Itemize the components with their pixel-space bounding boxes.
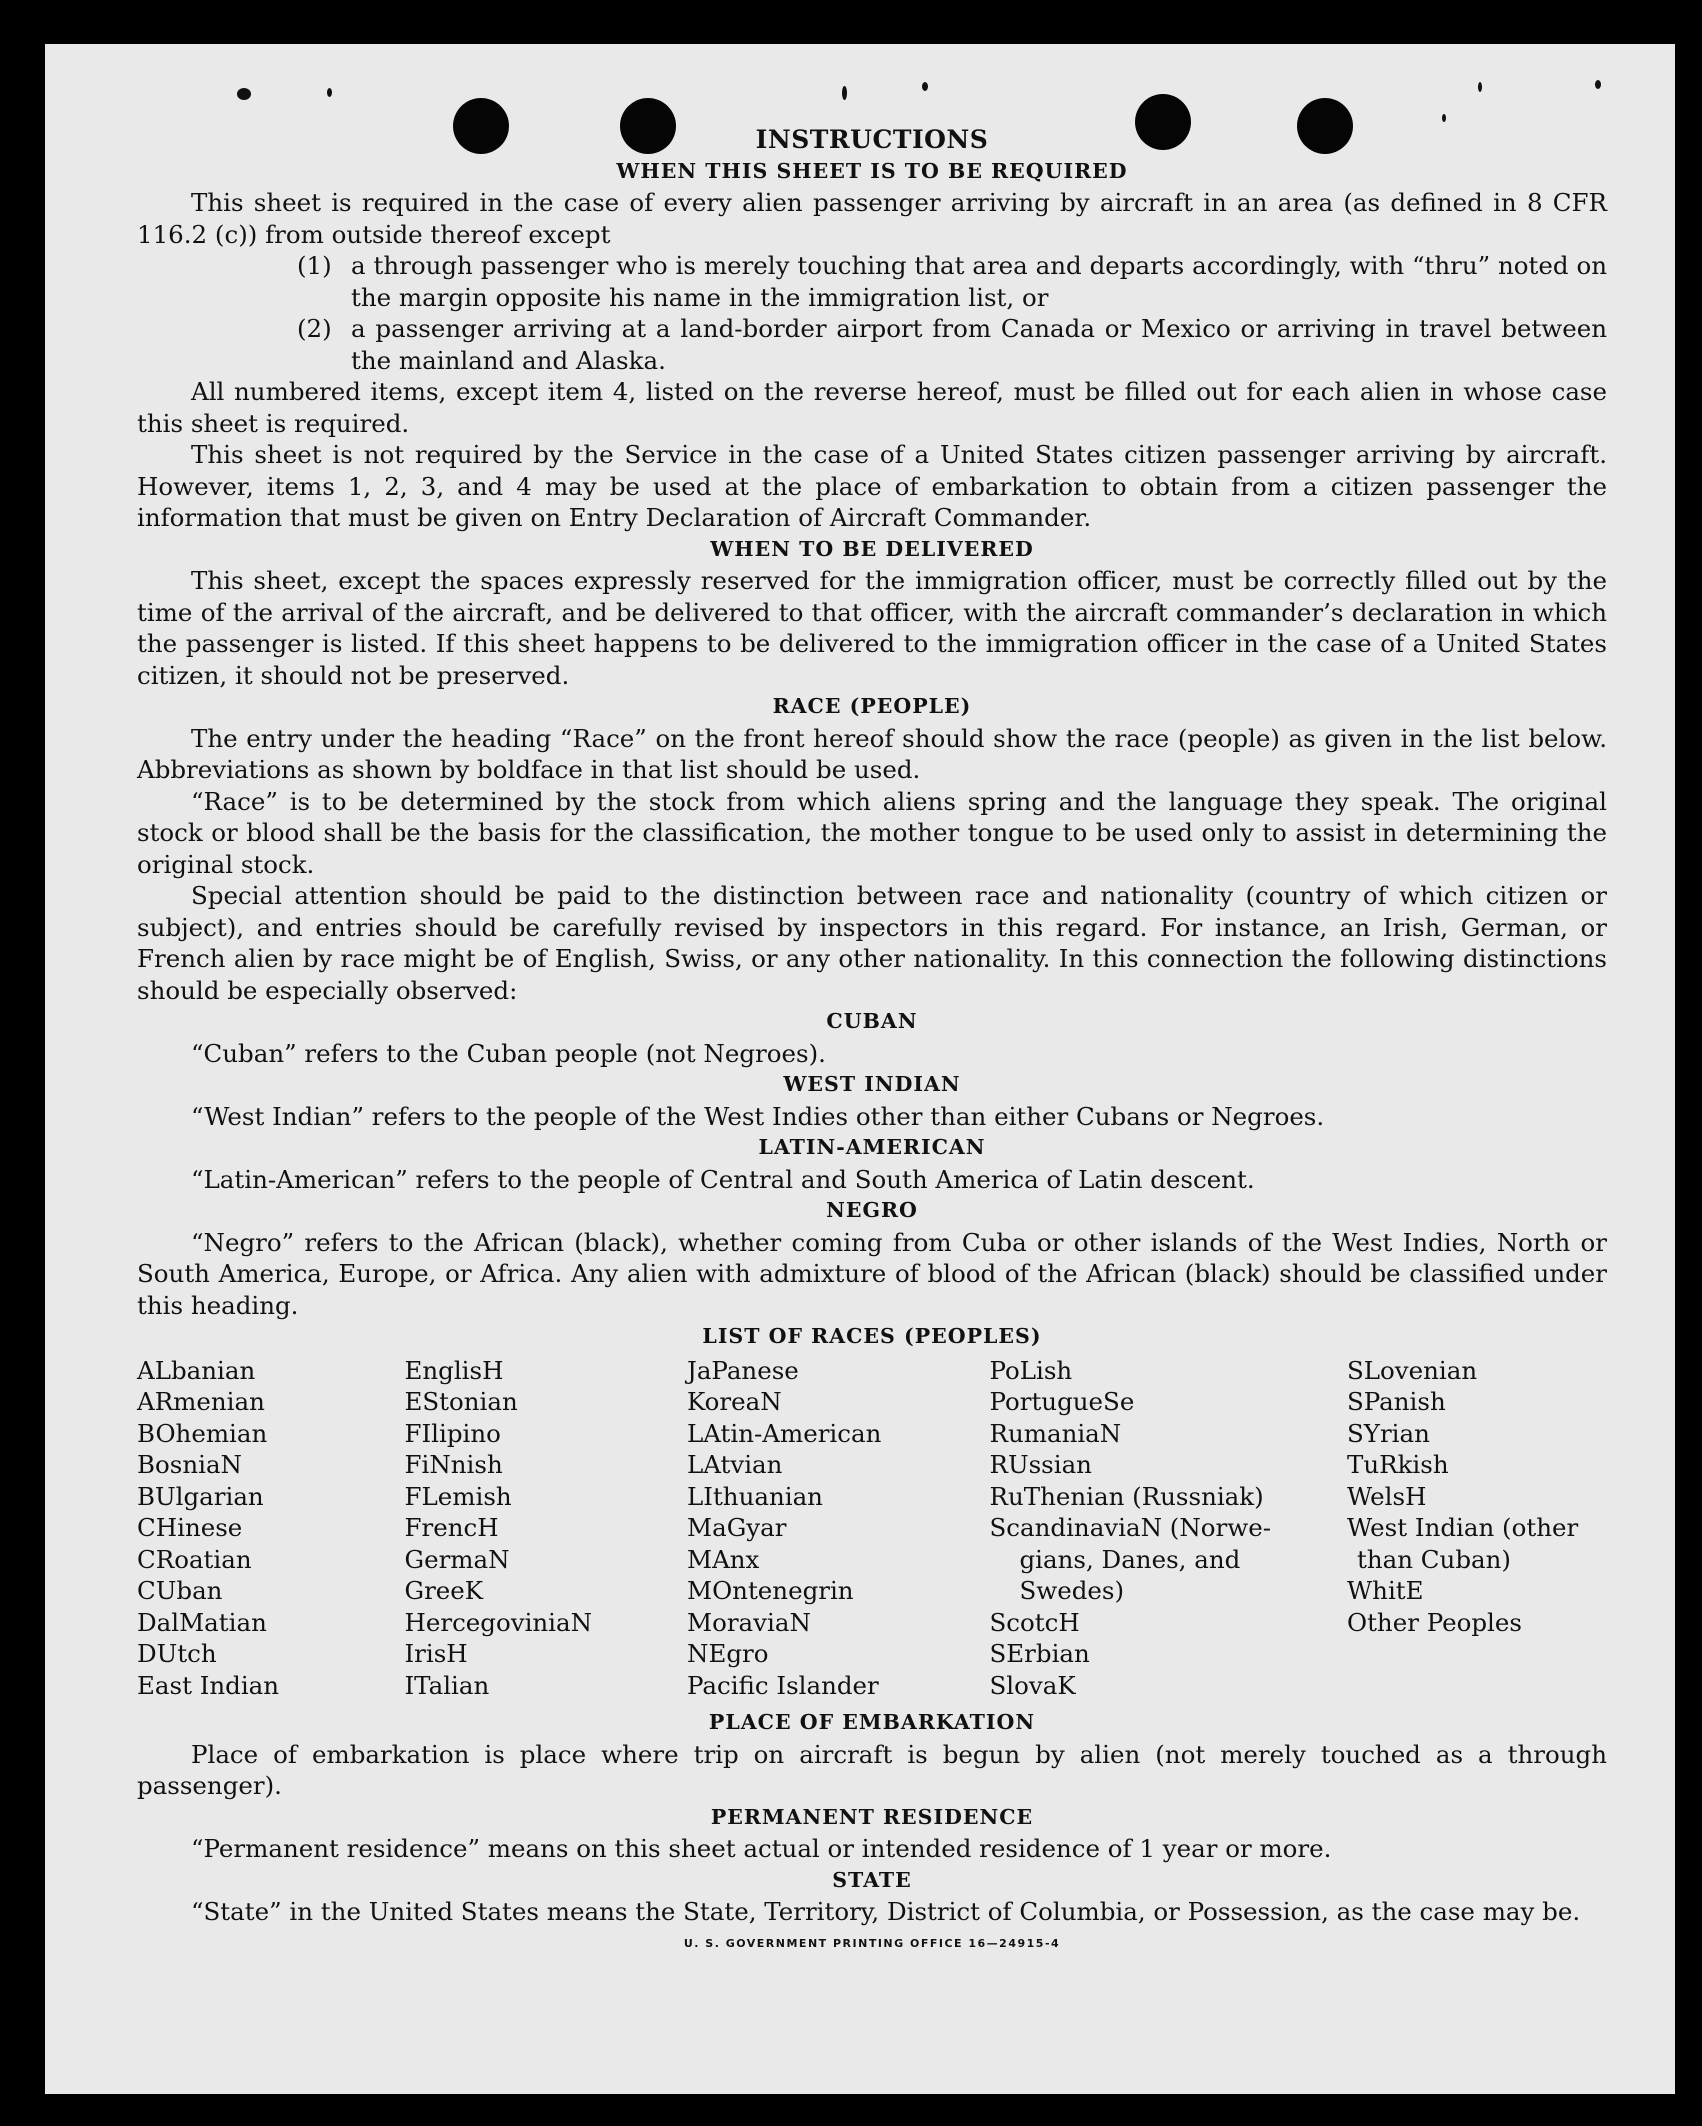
race-entry: ARmenian bbox=[137, 1387, 265, 1416]
section-heading: WHEN THIS SHEET IS TO BE REQUIRED bbox=[616, 158, 1128, 183]
paragraph: This sheet is not required by the Service in the case of a United States citizen passenger arriving by aircraft. However, items 1, 2, 3, and 4 may be used at the place of embarkation to obtain from a citizen passenger the information that must be given on Entry Declaration of Aircraft Commander. bbox=[137, 440, 1607, 532]
section-heading: WHEN TO BE DELIVERED bbox=[710, 536, 1034, 561]
race-entry: EStonian bbox=[404, 1387, 518, 1416]
race-entry: LIthuanian bbox=[687, 1481, 823, 1511]
paragraph: Place of embarkation is place where trip on aircraft is begun by alien (not merely touched as a through passenger). bbox=[137, 1739, 1607, 1800]
race-entry: GermaN bbox=[404, 1544, 510, 1574]
race-entry: BOhemian bbox=[137, 1418, 268, 1448]
race-entry: MAnx bbox=[687, 1544, 760, 1574]
paragraph: All numbered items, except item 4, listed on the reverse hereof, must be filled out for each alien in whose case this sheet is required. bbox=[137, 377, 1607, 438]
race-entry: SErbian bbox=[989, 1639, 1090, 1668]
races-column bbox=[137, 1355, 387, 1702]
race-entry: IrisH bbox=[404, 1639, 468, 1668]
races-column bbox=[405, 1355, 670, 1702]
section-heading: LIST OF RACES (PEOPLES) bbox=[702, 1324, 1042, 1348]
speck bbox=[842, 86, 847, 100]
item-text: a through passenger who is merely touching that area and departs accordingly, with “thru” noted on the margin opposite his name in the immigration list, or bbox=[351, 251, 1607, 312]
speck bbox=[922, 82, 928, 91]
item-text: a passenger arriving at a land-border airport from Canada or Mexico or arriving in travel between the mainland and Alaska. bbox=[351, 314, 1607, 375]
race-entry: Pacific Islander bbox=[687, 1670, 879, 1700]
race-entry: MaGyar bbox=[687, 1513, 787, 1542]
exception-item bbox=[297, 250, 1607, 313]
race-entry: ScandinaviaN (Norwe- bbox=[989, 1513, 1272, 1542]
race-entry: TuRkish bbox=[1347, 1450, 1449, 1479]
race-entry: MoraviaN bbox=[687, 1607, 811, 1637]
race-entry: FIlipino bbox=[404, 1418, 501, 1448]
race-entry: PortugueSe bbox=[989, 1387, 1135, 1416]
race-entry: LAtvian bbox=[687, 1450, 783, 1479]
race-entry: Other Peoples bbox=[1347, 1607, 1522, 1637]
race-entry: than Cuban) bbox=[1357, 1544, 1511, 1574]
races-list bbox=[137, 1355, 1607, 1702]
race-entry: BUlgarian bbox=[137, 1481, 264, 1511]
race-entry: ITalian bbox=[404, 1670, 490, 1700]
race-entry: PoLish bbox=[989, 1355, 1073, 1385]
speck bbox=[327, 88, 332, 97]
paragraph: Special attention should be paid to the distinction between race and nationality (country of which citizen or subject), and entries should be carefully revised by inspectors in this regard. For instance, an Irish, German, or French alien by race might be of English, Swiss, or any other nationality. In this connection the following distinctions should be especially observed: bbox=[137, 881, 1607, 1005]
section-heading: PLACE OF EMBARKATION bbox=[708, 1710, 1036, 1734]
paragraph: “Race” is to be determined by the stock from which aliens spring and the language they speak. The original stock or blood shall be the basis for the classification, the mother tongue to be used only to assist in determining the original stock. bbox=[137, 786, 1607, 879]
speck bbox=[1595, 80, 1601, 89]
section-heading: RACE (PEOPLE) bbox=[772, 694, 972, 718]
race-entry: GreeK bbox=[404, 1576, 484, 1605]
printing-office-imprint: U. S. GOVERNMENT PRINTING OFFICE 16—24915-4 bbox=[683, 1936, 1061, 1950]
race-entry: KoreaN bbox=[687, 1387, 782, 1416]
races-column bbox=[1347, 1355, 1607, 1702]
race-entry: WelsH bbox=[1347, 1481, 1427, 1511]
race-entry: BosniaN bbox=[137, 1450, 242, 1479]
section-heading: CUBAN bbox=[826, 1009, 918, 1033]
race-entry: SPanish bbox=[1347, 1387, 1446, 1416]
paragraph: “Cuban” refers to the Cuban people (not Negroes). bbox=[191, 1038, 826, 1068]
race-entry: RuThenian (Russniak) bbox=[989, 1481, 1264, 1511]
speck bbox=[1442, 114, 1446, 122]
page-title: INSTRUCTIONS bbox=[755, 125, 989, 154]
race-entry: HercegoviniaN bbox=[404, 1607, 593, 1637]
document-sheet bbox=[45, 44, 1675, 2094]
section-heading: WEST INDIAN bbox=[783, 1072, 961, 1096]
section-heading: NEGRO bbox=[826, 1198, 918, 1222]
paragraph: “West Indian” refers to the people of the West Indies other than either Cubans or Negroes. bbox=[191, 1101, 1325, 1131]
race-entry: DUtch bbox=[137, 1639, 217, 1668]
exception-item bbox=[297, 313, 1607, 376]
race-entry: FrencH bbox=[404, 1513, 499, 1542]
race-entry: FLemish bbox=[404, 1481, 512, 1511]
race-entry: CRoatian bbox=[137, 1544, 252, 1574]
section-heading: STATE bbox=[832, 1867, 912, 1892]
race-entry: DalMatian bbox=[137, 1607, 267, 1637]
race-entry: SlovaK bbox=[989, 1670, 1076, 1700]
paragraph: This sheet is required in the case of every alien passenger arriving by aircraft in an area (as defined in 8 CFR 116.2 (c)) from outside thereof except bbox=[137, 188, 1607, 249]
paragraph: This sheet, except the spaces expressly reserved for the immigration officer, must be correctly filled out by the time of the arrival of the aircraft, and be delivered to that officer, with the aircraft commander’s declaration in which the passenger is listed. If this sheet happens to be delivered to the immigration officer in the case of a United States citizen, it should not be preserved. bbox=[137, 566, 1607, 690]
race-entry: WhitE bbox=[1347, 1576, 1424, 1605]
section-heading: PERMANENT RESIDENCE bbox=[710, 1804, 1034, 1829]
race-entry: EnglisH bbox=[404, 1355, 504, 1385]
race-entry: CUban bbox=[137, 1576, 223, 1605]
race-entry: East Indian bbox=[137, 1670, 280, 1700]
races-column bbox=[687, 1355, 972, 1702]
paragraph: “Permanent residence” means on this sheet actual or intended residence of 1 year or more. bbox=[191, 1834, 1332, 1863]
race-entry: ALbanian bbox=[137, 1355, 256, 1385]
paragraph: “State” in the United States means the State, Territory, District of Columbia, or Possession, as the case may be. bbox=[191, 1897, 1581, 1926]
race-entry: MOntenegrin bbox=[687, 1576, 854, 1605]
race-entry: RUssian bbox=[989, 1450, 1092, 1479]
races-column bbox=[990, 1355, 1330, 1702]
race-entry: FiNnish bbox=[404, 1450, 503, 1479]
instructions-body bbox=[137, 124, 1607, 1959]
race-entry: LAtin-American bbox=[687, 1418, 882, 1448]
race-entry: Swedes) bbox=[1019, 1576, 1125, 1605]
item-number: (2) bbox=[297, 314, 332, 343]
paragraph: The entry under the heading “Race” on the front hereof should show the race (people) as given in the list below. Abbreviations as shown by boldface in that list should be used. bbox=[137, 723, 1607, 784]
section-heading: LATIN-AMERICAN bbox=[758, 1135, 986, 1159]
paragraph: “Negro” refers to the African (black), whether coming from Cuba or other islands of the West Indies, North or South America, Europe, or Africa. Any alien with admixture of blood of the African (black) should be classified under this heading. bbox=[137, 1227, 1607, 1320]
race-entry: JaPanese bbox=[687, 1355, 799, 1385]
race-entry: SLovenian bbox=[1347, 1355, 1478, 1385]
paragraph: “Latin-American” refers to the people of Central and South America of Latin descent. bbox=[191, 1164, 1255, 1194]
item-number: (1) bbox=[297, 251, 332, 280]
race-entry: West Indian (other bbox=[1347, 1513, 1579, 1542]
race-entry: RumaniaN bbox=[989, 1418, 1122, 1448]
speck bbox=[237, 88, 251, 100]
race-entry: NEgro bbox=[687, 1639, 769, 1668]
race-entry: gians, Danes, and bbox=[1019, 1544, 1241, 1574]
speck bbox=[1478, 82, 1482, 92]
race-entry: CHinese bbox=[137, 1513, 243, 1542]
race-entry: SYrian bbox=[1347, 1418, 1430, 1448]
race-entry: ScotcH bbox=[989, 1607, 1080, 1637]
